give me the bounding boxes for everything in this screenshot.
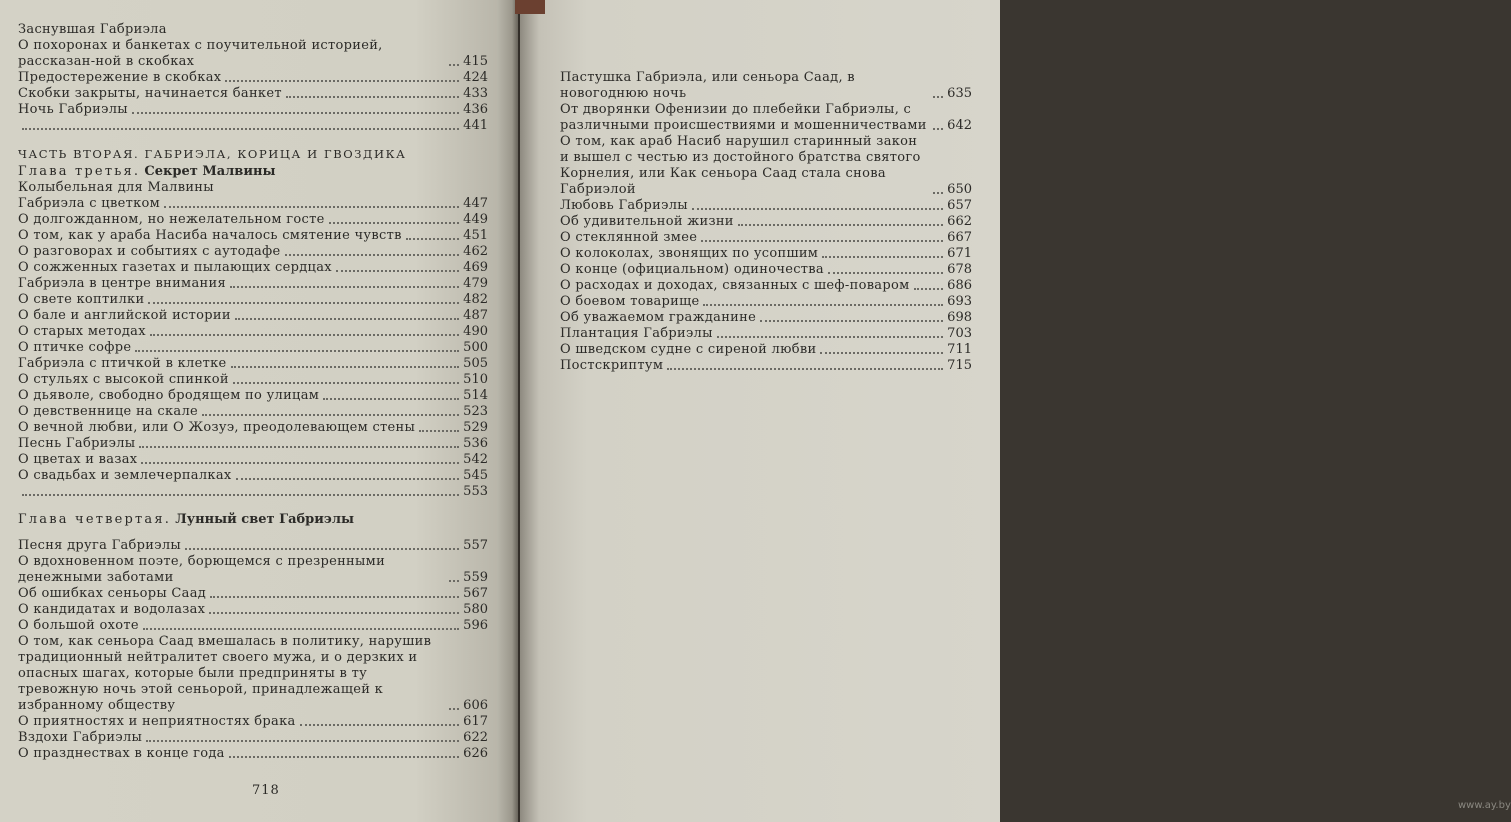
toc-entry-page: 415 bbox=[463, 54, 488, 69]
toc-entry-title: О разговорах и событиях с аутодафе bbox=[18, 244, 281, 259]
toc-entry-title: О девственнице на скале bbox=[18, 404, 199, 419]
cover-edge bbox=[515, 0, 545, 14]
toc-entry bbox=[18, 180, 488, 196]
toc-entry-page: 523 bbox=[463, 404, 488, 419]
toc-entry-title: О дьяволе, свободно бродящем по улицам bbox=[18, 388, 320, 403]
toc-entry-title: О большой охоте bbox=[18, 618, 139, 633]
chapter-heading-3 bbox=[18, 164, 488, 180]
toc-entry bbox=[18, 586, 488, 602]
dot-leader bbox=[146, 740, 459, 742]
toc-entry-title: Песнь Габриэлы bbox=[18, 436, 136, 451]
toc-entry bbox=[560, 294, 972, 310]
toc-entry-title: Пастушка Габриэла, или сеньора Саад, в новогоднюю ночь bbox=[560, 70, 855, 101]
toc-entry-title: Любовь Габриэлы bbox=[560, 198, 688, 213]
toc-entry-title: О старых методах bbox=[18, 324, 146, 339]
toc-entry bbox=[560, 246, 972, 262]
dot-leader bbox=[235, 318, 459, 320]
dot-leader bbox=[336, 270, 459, 272]
dot-leader bbox=[419, 430, 459, 432]
toc-entry-page: 698 bbox=[947, 310, 972, 325]
toc-entry-page: 536 bbox=[463, 436, 488, 451]
toc-entry-page: 642 bbox=[947, 118, 972, 133]
dot-leader bbox=[300, 724, 460, 726]
toc-entry-page: 436 bbox=[463, 102, 488, 117]
toc-entry-page: 617 bbox=[463, 714, 488, 729]
toc-entry-title: О расходах и доходах, связанных с шеф-поваром bbox=[560, 278, 910, 293]
toc-entry-title: Габриэла с птичкой в клетке bbox=[18, 356, 227, 371]
dot-leader bbox=[233, 382, 459, 384]
toc-entry bbox=[560, 70, 972, 102]
dot-leader bbox=[692, 208, 943, 210]
toc-entry-title: О конце (официальном) одиночества bbox=[560, 262, 824, 277]
toc-entry-page: 441 bbox=[463, 118, 488, 133]
toc-entry-page: 542 bbox=[463, 452, 488, 467]
toc-entry-page: 580 bbox=[463, 602, 488, 617]
toc-entry-page: 514 bbox=[463, 388, 488, 403]
toc-entry-page: 482 bbox=[463, 292, 488, 307]
dot-leader bbox=[933, 192, 943, 194]
toc-entry-title: О сожженных газетах и пылающих сердцах bbox=[18, 260, 332, 275]
dot-leader bbox=[231, 366, 460, 368]
toc-entry-page: 606 bbox=[463, 698, 488, 713]
left-toc bbox=[18, 22, 488, 762]
toc-entry-title: О вдохновенном поэте, борющемся с презренными денежными заботами bbox=[18, 554, 386, 585]
toc-entry bbox=[18, 86, 488, 102]
toc-entry-page: 596 bbox=[463, 618, 488, 633]
toc-entry-title: Ночь Габриэлы bbox=[18, 102, 128, 117]
toc-entry-title: Скобки закрыты, начинается банкет bbox=[18, 86, 282, 101]
toc-entry-title: Песня друга Габриэлы bbox=[18, 538, 182, 553]
chapter-label: Глава третья. bbox=[18, 164, 141, 179]
toc-entry-page: 671 bbox=[947, 246, 972, 261]
toc-entry-title: О свадьбах и землечерпалках bbox=[18, 468, 232, 483]
toc-entry-title: О похоронах и банкетах с поучительной историей, рассказан-ной в скобках bbox=[18, 38, 383, 69]
toc-entry bbox=[18, 356, 488, 372]
toc-entry-title: Вздохи Габриэлы bbox=[18, 730, 143, 745]
toc-entry-page: 715 bbox=[947, 358, 972, 373]
toc-entry bbox=[18, 22, 488, 38]
toc-entry-page: 553 bbox=[463, 484, 488, 499]
toc-entry-page: 462 bbox=[463, 244, 488, 259]
toc-entry-title: О боевом товарище bbox=[560, 294, 700, 309]
toc-entry-page: 545 bbox=[463, 468, 488, 483]
toc-entry bbox=[18, 102, 488, 118]
toc-entry bbox=[18, 292, 488, 308]
toc-entry bbox=[560, 342, 972, 358]
toc-entry-page: 703 bbox=[947, 326, 972, 341]
dot-leader bbox=[449, 708, 459, 710]
toc-entry-title: О колоколах, звонящих по усопшим bbox=[560, 246, 819, 261]
toc-entry bbox=[560, 358, 972, 374]
toc-entry-title: Габриэла с цветком bbox=[18, 196, 161, 211]
toc-entry bbox=[18, 746, 488, 762]
toc-entry-title: От дворянки Офенизии до плебейки Габриэлы, с различными происшествиями и мошенничествами bbox=[560, 102, 927, 133]
dot-leader bbox=[22, 494, 459, 496]
dot-leader bbox=[135, 350, 459, 352]
toc-entry-page: 529 bbox=[463, 420, 488, 435]
dot-leader bbox=[139, 446, 459, 448]
dot-leader bbox=[209, 612, 459, 614]
toc-entry-page: 424 bbox=[463, 70, 488, 85]
toc-entry-title: О стульях с высокой спинкой bbox=[18, 372, 229, 387]
chapter-title: Секрет Малвины bbox=[144, 164, 276, 179]
toc-entry bbox=[560, 134, 972, 198]
toc-entry-page: 469 bbox=[463, 260, 488, 275]
toc-entry-title: О шведском судне с сиреной любви bbox=[560, 342, 817, 357]
toc-entry-title: О свете коптилки bbox=[18, 292, 145, 307]
toc-entry-page: 505 bbox=[463, 356, 488, 371]
dot-leader bbox=[185, 548, 459, 550]
toc-entry-title: О том, как сеньора Саад вмешалась в политику, нарушив традиционный нейтралитет своего мужа, и о дерзких и опасных шагах, которые были предприняты в ту тревожную ночь этой сеньорой, принадлежащей к избранному обществу bbox=[18, 634, 432, 713]
toc-entry-page: 622 bbox=[463, 730, 488, 745]
toc-entry-title: О птичке софре bbox=[18, 340, 132, 355]
toc-entry bbox=[18, 340, 488, 356]
chapter-label: Глава четвертая. bbox=[18, 512, 172, 527]
dot-leader bbox=[449, 64, 459, 66]
toc-entry bbox=[560, 278, 972, 294]
toc-entry bbox=[18, 70, 488, 86]
toc-entry bbox=[560, 310, 972, 326]
toc-entry-page: 451 bbox=[463, 228, 488, 243]
chapter-heading-4 bbox=[18, 512, 488, 528]
watermark: www.ay.by bbox=[1458, 800, 1511, 811]
toc-entry-title: О стеклянной змее bbox=[560, 230, 698, 245]
dot-leader bbox=[329, 222, 460, 224]
toc-entry-page: 711 bbox=[947, 342, 972, 357]
dot-leader bbox=[202, 414, 459, 416]
dot-leader bbox=[143, 628, 459, 630]
toc-entry bbox=[18, 602, 488, 618]
toc-section-chapter-3 bbox=[18, 180, 488, 500]
toc-entry-page: 626 bbox=[463, 746, 488, 761]
toc-entry-title: Предостережение в скобках bbox=[18, 70, 222, 85]
dot-leader bbox=[148, 302, 459, 304]
toc-entry bbox=[18, 538, 488, 554]
toc-entry bbox=[18, 118, 488, 134]
toc-entry-title: Об удивительной жизни bbox=[560, 214, 734, 229]
toc-entry bbox=[18, 388, 488, 404]
dot-leader bbox=[164, 206, 459, 208]
toc-entry bbox=[560, 214, 972, 230]
dot-leader bbox=[141, 462, 459, 464]
toc-entry-title: О вечной любви, или О Жозуэ, преодолевающем стены bbox=[18, 420, 416, 435]
toc-entry-page: 510 bbox=[463, 372, 488, 387]
toc-entry-page: 433 bbox=[463, 86, 488, 101]
dot-leader bbox=[820, 352, 943, 354]
toc-entry bbox=[18, 404, 488, 420]
toc-entry-page: 678 bbox=[947, 262, 972, 277]
toc-entry-title: О празднествах в конце года bbox=[18, 746, 225, 761]
dot-leader bbox=[236, 478, 460, 480]
dot-leader bbox=[701, 240, 943, 242]
toc-entry bbox=[18, 372, 488, 388]
toc-entry-page: 635 bbox=[947, 86, 972, 101]
toc-entry-page: 557 bbox=[463, 538, 488, 553]
toc-entry-title: О долгожданном, но нежелательном госте bbox=[18, 212, 325, 227]
dot-leader bbox=[323, 398, 459, 400]
toc-entry bbox=[560, 230, 972, 246]
toc-entry-title: О том, как араб Насиб нарушил старинный закон и вышел с честью из достойного братства святого Корнелия, или Как сеньора Саад стала снова Габриэлой bbox=[560, 134, 921, 197]
toc-entry-page: 449 bbox=[463, 212, 488, 227]
toc-entry-page: 657 bbox=[947, 198, 972, 213]
toc-entry-page: 667 bbox=[947, 230, 972, 245]
toc-entry-page: 490 bbox=[463, 324, 488, 339]
page-number: 718 bbox=[252, 783, 280, 798]
toc-entry bbox=[18, 730, 488, 746]
toc-entry bbox=[18, 276, 488, 292]
dot-leader bbox=[828, 272, 943, 274]
toc-entry bbox=[18, 420, 488, 436]
toc-entry bbox=[18, 554, 488, 586]
toc-entry bbox=[18, 634, 488, 714]
toc-entry bbox=[18, 468, 488, 484]
dot-leader bbox=[210, 596, 459, 598]
toc-entry bbox=[18, 260, 488, 276]
toc-entry bbox=[18, 38, 488, 70]
toc-entry-page: 567 bbox=[463, 586, 488, 601]
toc-section-right bbox=[560, 70, 972, 374]
toc-entry-page: 693 bbox=[947, 294, 972, 309]
toc-entry-title: Габриэла в центре внимания bbox=[18, 276, 226, 291]
toc-entry-title: Колыбельная для Малвины bbox=[18, 180, 214, 195]
dot-leader bbox=[760, 320, 943, 322]
toc-entry-title: Плантация Габриэлы bbox=[560, 326, 713, 341]
dot-leader bbox=[225, 80, 459, 82]
toc-entry bbox=[18, 324, 488, 340]
dot-leader bbox=[230, 286, 459, 288]
toc-entry bbox=[560, 326, 972, 342]
toc-entry bbox=[18, 244, 488, 260]
part-title: ЧАСТЬ ВТОРАЯ. ГАБРИЭЛА, КОРИЦА И ГВОЗДИКА bbox=[18, 147, 407, 161]
toc-section-top bbox=[18, 22, 488, 134]
toc-section-chapter-4 bbox=[18, 538, 488, 762]
toc-entry-page: 487 bbox=[463, 308, 488, 323]
dot-leader bbox=[229, 756, 459, 758]
toc-entry bbox=[18, 212, 488, 228]
dot-leader bbox=[406, 238, 459, 240]
toc-entry bbox=[18, 308, 488, 324]
toc-entry-page: 686 bbox=[947, 278, 972, 293]
toc-entry-page: 559 bbox=[463, 570, 488, 585]
toc-entry-title: Об ошибках сеньоры Саад bbox=[18, 586, 207, 601]
dot-leader bbox=[914, 288, 944, 290]
toc-entry bbox=[18, 452, 488, 468]
toc-entry-page: 650 bbox=[947, 182, 972, 197]
toc-entry-title: Постскриптум bbox=[560, 358, 664, 373]
dot-leader bbox=[285, 254, 460, 256]
dot-leader bbox=[449, 580, 459, 582]
dot-leader bbox=[132, 112, 459, 114]
toc-entry bbox=[18, 618, 488, 634]
toc-entry-page: 500 bbox=[463, 340, 488, 355]
toc-entry bbox=[560, 262, 972, 278]
dot-leader bbox=[822, 256, 943, 258]
dot-leader bbox=[150, 334, 459, 336]
toc-entry-title: Об уважаемом гражданине bbox=[560, 310, 757, 325]
toc-entry bbox=[560, 102, 972, 134]
dot-leader bbox=[933, 128, 943, 130]
chapter-title: Лунный свет Габриэлы bbox=[175, 512, 355, 527]
toc-entry-title: О приятностях и неприятностях брака bbox=[18, 714, 296, 729]
toc-entry-page: 479 bbox=[463, 276, 488, 291]
right-page bbox=[520, 0, 1511, 822]
toc-entry bbox=[18, 196, 488, 212]
dot-leader bbox=[703, 304, 943, 306]
toc-entry bbox=[18, 228, 488, 244]
toc-entry bbox=[18, 436, 488, 452]
toc-entry-title: Заснувшая Габриэла bbox=[18, 22, 167, 37]
dot-leader bbox=[933, 96, 943, 98]
toc-entry bbox=[18, 484, 488, 500]
toc-entry-title: О бале и английской истории bbox=[18, 308, 231, 323]
dot-leader bbox=[22, 128, 459, 130]
toc-entry-title: О кандидатах и водолазах bbox=[18, 602, 206, 617]
toc-entry-page: 662 bbox=[947, 214, 972, 229]
dot-leader bbox=[738, 224, 943, 226]
left-page bbox=[0, 0, 518, 822]
toc-entry bbox=[560, 198, 972, 214]
toc-entry-page: 447 bbox=[463, 196, 488, 211]
toc-entry-title: О цветах и вазах bbox=[18, 452, 138, 467]
dot-leader bbox=[286, 96, 459, 98]
dot-leader bbox=[717, 336, 943, 338]
dot-leader bbox=[667, 368, 943, 370]
toc-entry-title: О том, как у араба Насиба началось смятение чувств bbox=[18, 228, 402, 243]
toc-entry bbox=[18, 714, 488, 730]
right-toc bbox=[560, 70, 972, 374]
